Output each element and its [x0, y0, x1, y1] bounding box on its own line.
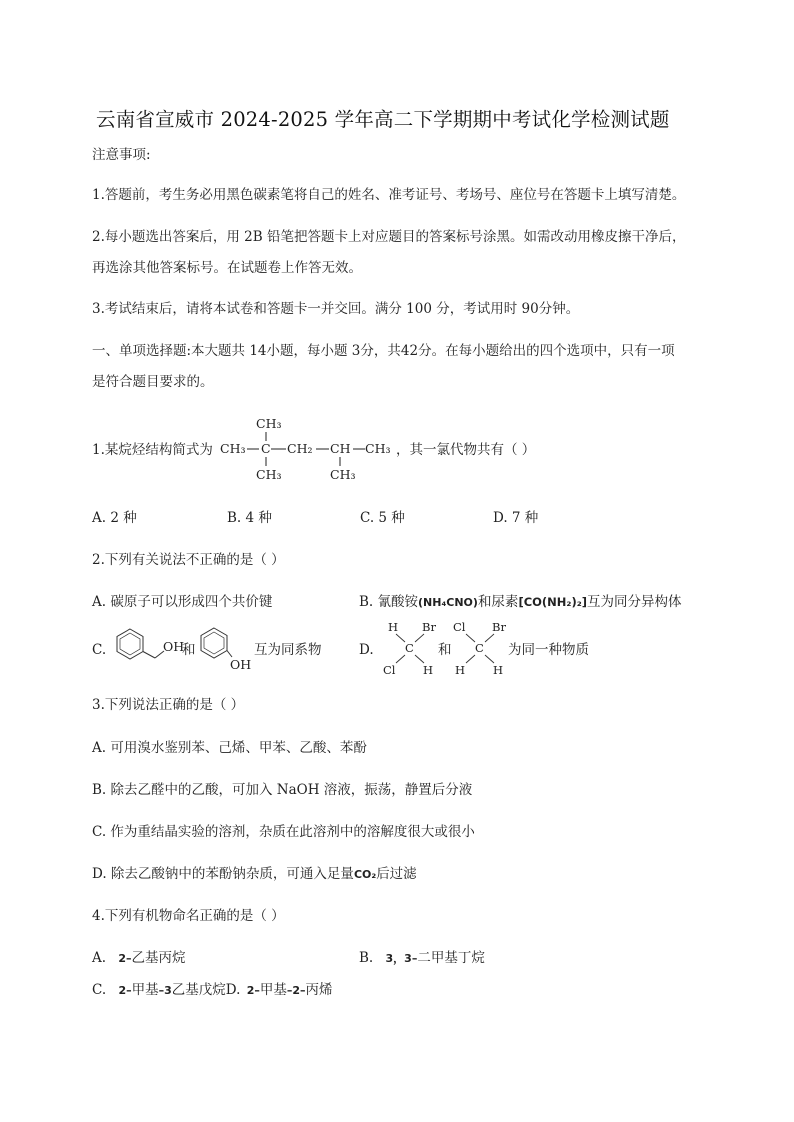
hydroxyl-label-2: OH [230, 657, 252, 672]
svg-text:C: C [405, 641, 414, 655]
dihalomethane-structure-2 [448, 616, 512, 680]
q4-option-b-name: 二甲基丁烷 [417, 950, 485, 966]
q2-option-b-end: 互为同分异构体 [587, 594, 682, 610]
q2-option-d-label: D. [359, 642, 374, 658]
q4-option-c-sub-2: 乙基戊烷 [171, 982, 226, 998]
urea-formula: [CO(NH₂)₂] [518, 595, 587, 609]
formula-methylene: CH₂ [287, 441, 313, 456]
svg-text:Cl: Cl [383, 663, 396, 677]
q4-option-b [359, 949, 485, 968]
q2-option-b [359, 593, 682, 612]
benzyl-alcohol-structure [110, 622, 190, 670]
q4-option-b-dash: – [411, 952, 418, 965]
formula-bottom-methyl-2: CH₃ [330, 467, 356, 482]
svg-text:H: H [493, 663, 504, 677]
dihalomethane-structure-1 [378, 616, 442, 680]
q4-option-c-sub-1: 甲基 [131, 982, 159, 998]
section-heading-cont: 是符合题目要求的。 [92, 374, 214, 390]
q4-option-d-dash-1: – [254, 984, 260, 997]
q1-stem-end: ，其一氯代物共有（ ） [396, 442, 536, 458]
q2-option-b-mid: 和尿素 [477, 594, 519, 610]
q2-option-a: A. 碳原子可以形成四个共价键 [92, 594, 273, 610]
formula-left-methyl: CH₃ [220, 441, 246, 456]
q1-option-b: B. 4 种 [227, 510, 272, 526]
q4-option-c-label: C. [92, 982, 107, 998]
q1-option-c: C. 5 种 [360, 510, 405, 526]
q4-option-c-d [92, 981, 333, 1000]
q3-option-d [92, 865, 417, 884]
svg-text:Br: Br [422, 620, 436, 634]
q2-stem: 2.下列有关说法不正确的是（ ） [92, 552, 285, 568]
q1-stem: 1.某烷烃结构简式为 [92, 442, 213, 458]
svg-text:Br: Br [492, 620, 506, 634]
notice-item-1: 1.答题前，考生务必用黑色碳素笔将自己的姓名、准考证号、考场号、座位号在答题卡上填写清楚。 [92, 187, 686, 203]
notice-heading: 注意事项: [92, 147, 151, 163]
formula-bottom-methyl-1: CH₃ [256, 467, 282, 482]
q4-option-d-label: D. [225, 982, 241, 998]
q4-option-d-name: 丙烯 [305, 982, 333, 998]
notice-item-3: 3.考试结束后，请将本试卷和答题卡一并交回。满分 100 分，考试用时 90分钟。 [92, 301, 580, 317]
formula-methine: CH [330, 441, 351, 456]
q3-option-b: B. 除去乙醛中的乙酸，可加入 NaOH 溶液，振荡，静置后分液 [92, 782, 473, 798]
svg-text:H: H [388, 620, 399, 634]
notice-item-2-cont: 再选涂其他答案标号。在试题卷上作答无效。 [92, 260, 362, 276]
section-heading: 一、单项选择题:本大题共 14小题，每小题 3分，共42分。在每小题给出的四个选项中，只有一项 [92, 343, 675, 359]
q2-option-c-end: 互为同系物 [254, 642, 322, 658]
q4-option-c-dash-1: – [126, 984, 132, 997]
q3-option-c: C. 作为重结晶实验的溶剂，杂质在此溶剂中的溶解度很大或很小 [92, 824, 475, 840]
q3-option-a: A. 可用溴水鉴别苯、己烯、甲苯、乙酸、苯酚 [92, 740, 367, 756]
q2-option-d-and: 和 [438, 642, 452, 658]
q4-option-c-locant-1: 2 [118, 984, 127, 997]
q1-option-d: D. 7 种 [493, 510, 539, 526]
q2-option-c-label: C. [92, 642, 107, 658]
formula-quaternary-carbon: C [261, 441, 271, 456]
ammonium-cyanate-formula: (NH₄CNO) [418, 596, 478, 609]
q4-option-c-locant-2: 3 [164, 984, 172, 997]
q1-option-a: A. 2 种 [92, 510, 137, 526]
q4-option-a-name: 乙基丙烷 [131, 950, 186, 966]
q4-option-b-locant: 3，3 [385, 952, 412, 965]
q4-stem: 4.下列有机物命名正确的是（ ） [92, 908, 285, 924]
q2-option-b-text: B. 氰酸铵 [359, 594, 419, 610]
q4-option-d-locant-1: 2 [246, 984, 255, 997]
q1-structural-formula [218, 412, 398, 484]
phenol-structure [198, 624, 254, 672]
formula-right-methyl: CH₃ [365, 441, 391, 456]
q4-option-b-label: B. [359, 950, 374, 966]
q4-option-d-sub-1: 甲基 [259, 982, 287, 998]
formula-top-methyl: CH₃ [256, 416, 282, 431]
q2-option-d-end: 为同一种物质 [508, 642, 589, 658]
q4-option-d-dash-3: – [300, 984, 306, 997]
q2-option-c-and: 和 [182, 642, 196, 658]
hydroxyl-label-1: OH [163, 639, 185, 654]
svg-text:C: C [475, 641, 484, 655]
q3-stem: 3.下列说法正确的是（ ） [92, 697, 245, 713]
q3-option-d-end: 后过滤 [376, 866, 417, 882]
svg-text:H: H [423, 663, 434, 677]
q4-option-c-dash-2: – [158, 984, 165, 997]
q4-option-d-dash-2: – [286, 984, 293, 997]
carbon-dioxide-formula: CO₂ [353, 868, 377, 881]
svg-text:Cl: Cl [453, 620, 466, 634]
svg-text:H: H [455, 663, 466, 677]
q4-option-a-locant: 2 [118, 952, 126, 965]
q4-option-a [92, 949, 186, 968]
page-title: 云南省宣威市 2024-2025 学年高二下学期期中考试化学检测试题 [96, 108, 670, 131]
q4-option-d-locant-2: 2 [292, 984, 300, 997]
notice-item-2: 2.每小题选出答案后，用 2B 铅笔把答题卡上对应题目的答案标号涂黑。如需改动用橡皮擦干净后， [92, 229, 686, 245]
q4-option-a-label: A. [92, 950, 107, 966]
q4-option-a-dash: – [126, 952, 132, 965]
q3-option-d-text: D. 除去乙酸钠中的苯酚钠杂质，可通入足量 [92, 866, 354, 882]
